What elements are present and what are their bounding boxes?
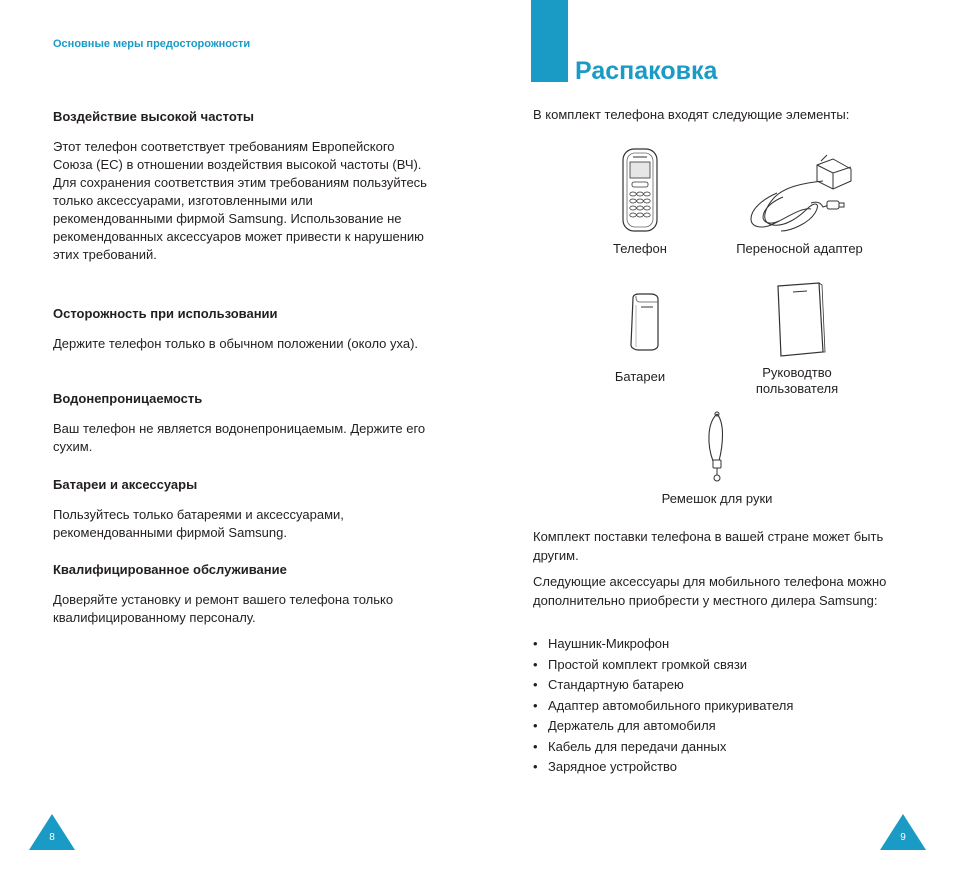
list-item: • Простой комплект громкой связи bbox=[533, 656, 748, 672]
section-body-battery: Пользуйтесь только батареями и аксессуарами, рекомендованными фирмой Samsung. bbox=[53, 507, 344, 540]
title-accent-bar bbox=[531, 0, 568, 82]
item-label-battery: Батареи bbox=[614, 369, 666, 384]
section-heading-water: Водонепроницаемость bbox=[53, 391, 203, 406]
item-label-manual: Руководтво пользователя bbox=[755, 365, 839, 396]
page-number-right: 9 bbox=[880, 814, 926, 850]
item-label-strap: Ремешок для руки bbox=[661, 491, 773, 506]
list-item: • Зарядное устройство bbox=[533, 759, 678, 774]
right-page bbox=[477, 0, 954, 876]
battery-icon bbox=[627, 293, 661, 351]
accessories-list bbox=[533, 634, 793, 778]
section-body-usage: Держите телефон только в обычном положении (около уха). bbox=[53, 336, 419, 351]
section-heading-rf: Воздействие высокой частоты bbox=[53, 109, 254, 124]
user-manual-icon bbox=[775, 282, 827, 358]
travel-adapter-icon bbox=[743, 153, 855, 233]
note-contents-may-vary: Комплект поставки телефона в вашей стране может быть другим. bbox=[533, 529, 884, 563]
section-heading-service: Квалифицированное обслуживание bbox=[53, 562, 287, 577]
note-optional-accessories: Следующие аксессуары для мобильного телефона можно дополнительно приобрести у местного дилера Samsung: bbox=[533, 574, 887, 608]
list-item: • Наушник-Микрофон bbox=[533, 636, 670, 651]
list-item: • Кабель для передачи данных bbox=[533, 738, 727, 754]
section-body-rf: Этот телефон соответствует требованиям Европейского Союза (ЕС) в отношении воздействия высокой частоты (ВЧ). Для сохранения соответствия этим требованиям пользуйтесь только аксессуарами, изготовленными или рекомендованными фирмой Samsung. Использование не рекомендованных аксессуаров может привести к нарушению этих требований. bbox=[53, 139, 427, 262]
section-body-service: Доверяйте установку и ремонт вашего телефона только квалифицированному персоналу. bbox=[53, 592, 394, 625]
list-item: • Адаптер автомобильного прикуривателя bbox=[533, 697, 794, 713]
list-item: • Стандартную батарею bbox=[533, 677, 684, 692]
section-body-water: Ваш телефон не является водонепроницаемым. Держите его сухим. bbox=[53, 421, 426, 454]
hand-strap-icon bbox=[703, 411, 731, 483]
running-header: Основные меры предосторожности bbox=[53, 38, 251, 50]
list-item: • Держатель для автомобиля bbox=[533, 718, 716, 733]
intro-text: В комплект телефона входят следующие элементы: bbox=[533, 107, 850, 122]
page-title: Распаковка bbox=[575, 57, 718, 85]
item-label-adapter: Переносной адаптер bbox=[736, 241, 863, 256]
page-number-left: 8 bbox=[29, 814, 75, 850]
phone-icon bbox=[620, 148, 660, 232]
section-heading-usage: Осторожность при использовании bbox=[53, 306, 278, 321]
item-label-phone: Телефон bbox=[613, 241, 667, 256]
section-heading-battery: Батареи и аксессуары bbox=[53, 477, 198, 492]
